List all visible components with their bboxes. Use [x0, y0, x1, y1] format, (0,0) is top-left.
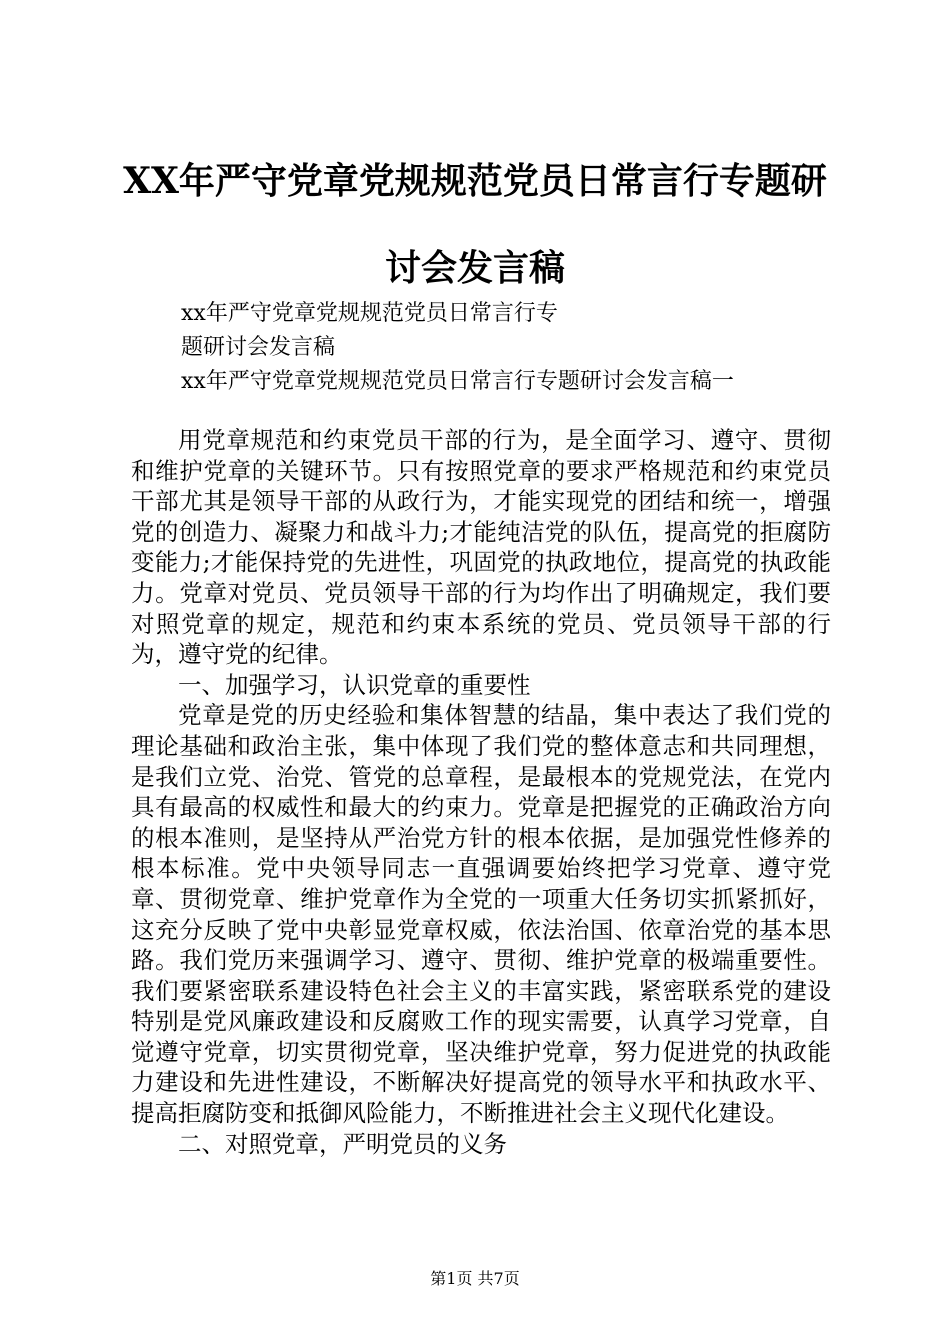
section-heading-1: 一、加强学习，认识党章的重要性 — [178, 670, 531, 699]
subtitle-line-3: xx年严守党章党规规范党员日常言行专题研讨会发言稿一 — [181, 369, 734, 394]
body-paragraph-intro: 用党章规范和约束党员干部的行为，是全面学习、遵守、贯彻和维护党章的关键环节。只有按照党章的要求严格规范和约束党员干部尤其是领导干部的从政行为，才能实现党的团结和统一，增强党的创造力、凝聚力和战斗力;才能纯洁党的队伍，提高党的拒腐防变能力;才能保持党的先进性，巩固党的执政地位，提高党的执政能力。党章对党员、党员领导干部的行为均作出了明确规定，我们要对照党章的规定，规范和约束本系统的党员、党员领导干部的行为，遵守党的纪律。 — [131, 426, 831, 669]
document-title-line-2: 讨会发言稿 — [384, 247, 565, 289]
subtitle-line-1: xx年严守党章党规规范党员日常言行专 — [181, 301, 558, 326]
document-title-line-1: XX年严守党章党规规范党员日常言行专题研 — [123, 160, 827, 202]
page-footer: 第1页 共7页 — [430, 1269, 520, 1288]
subtitle-line-2: 题研讨会发言稿 — [181, 335, 336, 360]
section-heading-2: 二、对照党章，严明党员的义务 — [178, 1129, 507, 1158]
document-body — [131, 425, 831, 1159]
body-paragraph-section-1: 党章是党的历史经验和集体智慧的结晶，集中表达了我们党的理论基础和政治主张，集中体现了我们党的整体意志和共同理想，是我们立党、治党、管党的总章程，是最根本的党规党法，在党内具有最高的权威性和最大的约束力。党章是把握党的正确政治方向的根本准则，是坚持从严治党方针的根本依据，是加强党性修养的根本标准。党中央领导同志一直强调要始终把学习党章、遵守党章、贯彻党章、维护党章作为全党的一项重大任务切实抓紧抓好，这充分反映了党中央彰显党章权威，依法治国、依章治党的基本思路。我们党历来强调学习、遵守、贯彻、维护党章的极端重要性。我们要紧密联系建设特色社会主义的丰富实践，紧密联系党的建设特别是党风廉政建设和反腐败工作的现实需要，认真学习党章，自觉遵守党章，切实贯彻党章，坚决维护党章，努力促进党的执政能力建设和先进性建设，不断解决好提高党的领导水平和执政水平、提高拒腐防变和抵御风险能力，不断推进社会主义现代化建设。 — [131, 701, 831, 1128]
